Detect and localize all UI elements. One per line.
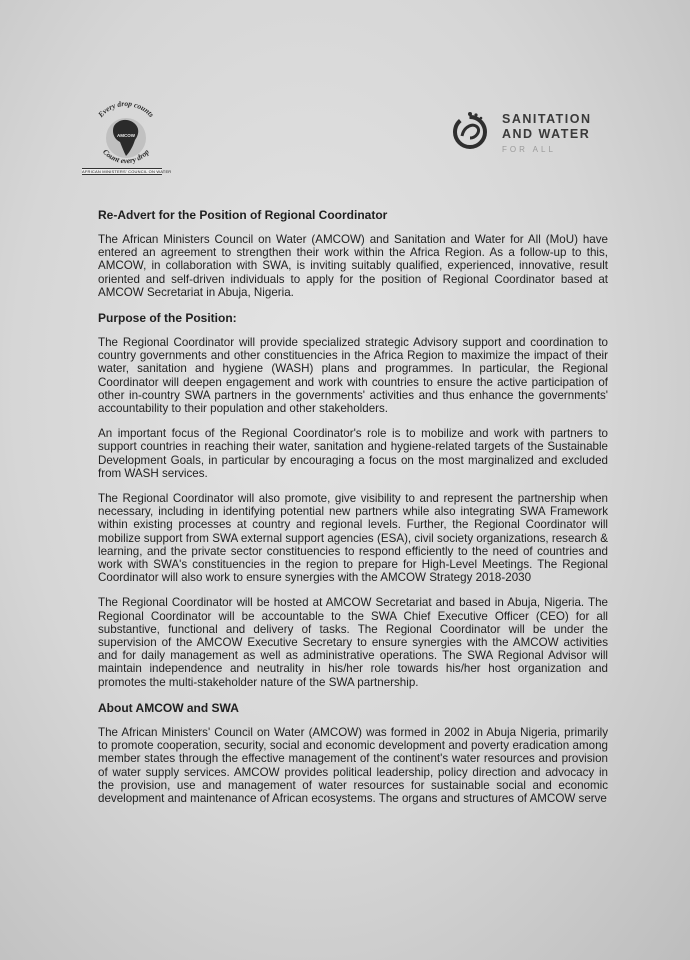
purpose-heading: Purpose of the Position:	[98, 311, 237, 326]
about-paragraph-1: The African Ministers' Council on Water (AMCOW) was formed in 2002 in Abuja Nigeria, primarily to promote cooperation, security, social and economic development and poverty eradication among member states through the effective management of the continent's water resources and provision of water supply services. AMCOW provides political leadership, policy direction and advocacy in the provision, use and management of water resources for sustainable social and economic development and maintenance of African ecosystems. The organs and structures of AMCOW serve	[98, 725, 608, 805]
purpose-paragraph-4: The Regional Coordinator will be hosted at AMCOW Secretariat and based in Abuja, Nigeria. The Regional Coordinator will be accountable to the SWA Chief Executive Officer (CEO) for all substantive, functional and delivery of tasks. The Regional Coordinator will be under the supervision of the AMCOW Executive Secretary to ensure synergies with the AMCOW activities and for daily management as well as administrative operations. The SWA Regional Advisor will maintain independence and neutrality in his/her role towards his/her host organization and promotes the multi-stakeholder nature of the SWA partnership.	[98, 596, 608, 689]
swa-logo	[452, 108, 612, 160]
about-heading: About AMCOW and SWA	[98, 700, 239, 715]
purpose-paragraph-1: The Regional Coordinator will provide specialized strategic Advisory support and coordination to country governments and other constituencies in the Africa Region to maximize the impact of their water, sanitation and hygiene (WASH) plans and programmes. In particular, the Regional Coordinator will deepen engagement and work with countries to ensure the active participation of other in-country SWA partners in the governments' activities and thus enhance the governments' accountability to their population and other stakeholders.	[98, 336, 608, 416]
swa-line2: AND WATER	[502, 127, 591, 141]
svg-text:Every drop counts	[95, 99, 155, 120]
swa-swirl-icon	[452, 108, 492, 156]
amcow-ring-top: Every drop counts	[96, 98, 156, 119]
document-body	[98, 208, 608, 816]
document-title: Re-Advert for the Position of Regional Coordinator	[98, 208, 388, 222]
intro-paragraph: The African Ministers Council on Water (AMCOW) and Sanitation and Water for All (MoU) have entered an agreement to strengthen their work within the Africa Region. As a follow-up to this, AMCOW, in collaboration with SWA, is inviting suitably qualified, experienced, innovative, result oriented and self-driven individuals to apply for the position of Regional Coordinator based at AMCOW Secretariat in Abuja, Nigeria.	[98, 233, 608, 299]
amcow-logo	[80, 92, 172, 184]
amcow-ring-bottom: Count every drop	[101, 147, 151, 166]
swa-line3: FOR ALL	[502, 145, 556, 154]
swa-wordmark	[502, 112, 592, 157]
purpose-paragraph-3: The Regional Coordinator will also promote, give visibility to and represent the partnership when necessary, including in identifying potential new partners while also integrating SWA Framework within existing processes at country and regional levels. Further, the Regional Coordinator will mobilize support from SWA external support agencies (ESA), civil society organizations, research & learning, and the private sector constituencies to respond efficiently to the need of countries and work with SWA's constituencies in the region to prepare for High-Level Meetings. The Regional Coordinator will also work to ensure synergies with the AMCOW Strategy 2018-2030	[98, 492, 608, 585]
swa-line1: SANITATION	[502, 112, 592, 126]
purpose-paragraph-2: An important focus of the Regional Coordinator's role is to mobilize and work with partners to support countries in reaching their water, sanitation and hygiene-related targets of the Sustainable Development Goals, in particular by encouraging a focus on the most marginalized and excluded from WASH services.	[98, 427, 608, 480]
amcow-center-text: AMCOW	[117, 133, 135, 138]
amcow-tagline: AFRICAN MINISTERS' COUNCIL ON WATER	[82, 169, 172, 174]
